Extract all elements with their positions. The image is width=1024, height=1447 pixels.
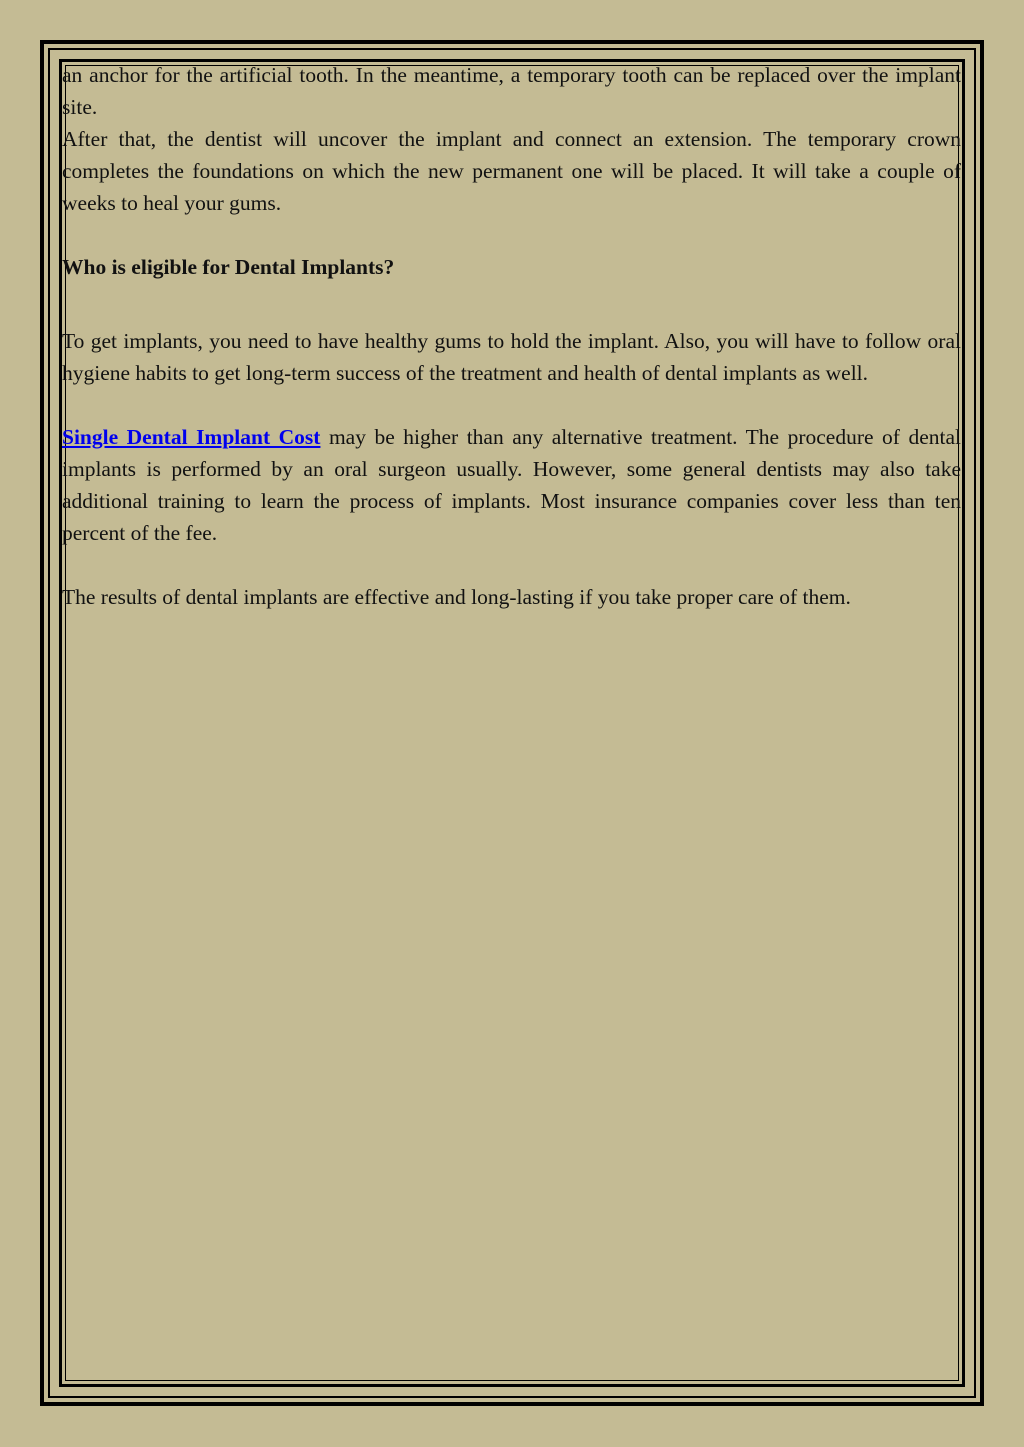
paragraph-cost bbox=[62, 421, 961, 549]
spacer bbox=[62, 389, 961, 421]
paragraph-results: The results of dental implants are effective and long-lasting if you take proper care of them. bbox=[62, 585, 851, 609]
single-dental-implant-cost-link[interactable]: Single Dental Implant Cost bbox=[62, 425, 321, 449]
paragraph-eligibility: To get implants, you need to have healthy gums to hold the implant. Also, you will have to follow oral hygiene habits to get long-term success of the treatment and health of dental implants as well. bbox=[62, 329, 961, 385]
document-body bbox=[62, 59, 961, 613]
spacer bbox=[62, 549, 961, 581]
paragraph-uncover-implant: After that, the dentist will uncover the implant and connect an extension. The temporary crown completes the foundations on which the new permanent one will be placed. It will take a couple of weeks to heal your gums. bbox=[62, 127, 961, 215]
paragraph-cost-text: may be higher than any alternative treatment. The procedure of dental implants is performed by an oral surgeon usually. However, some general dentists may also take additional training to learn the process of implants. Most insurance companies cover less than ten percent of the fee. bbox=[62, 425, 961, 545]
section-heading: Who is eligible for Dental Implants? bbox=[62, 255, 395, 279]
spacer bbox=[62, 283, 961, 325]
paragraph-anchor: an anchor for the artificial tooth. In the meantime, a temporary tooth can be replaced over the implant site. bbox=[62, 63, 961, 119]
spacer bbox=[62, 219, 961, 251]
